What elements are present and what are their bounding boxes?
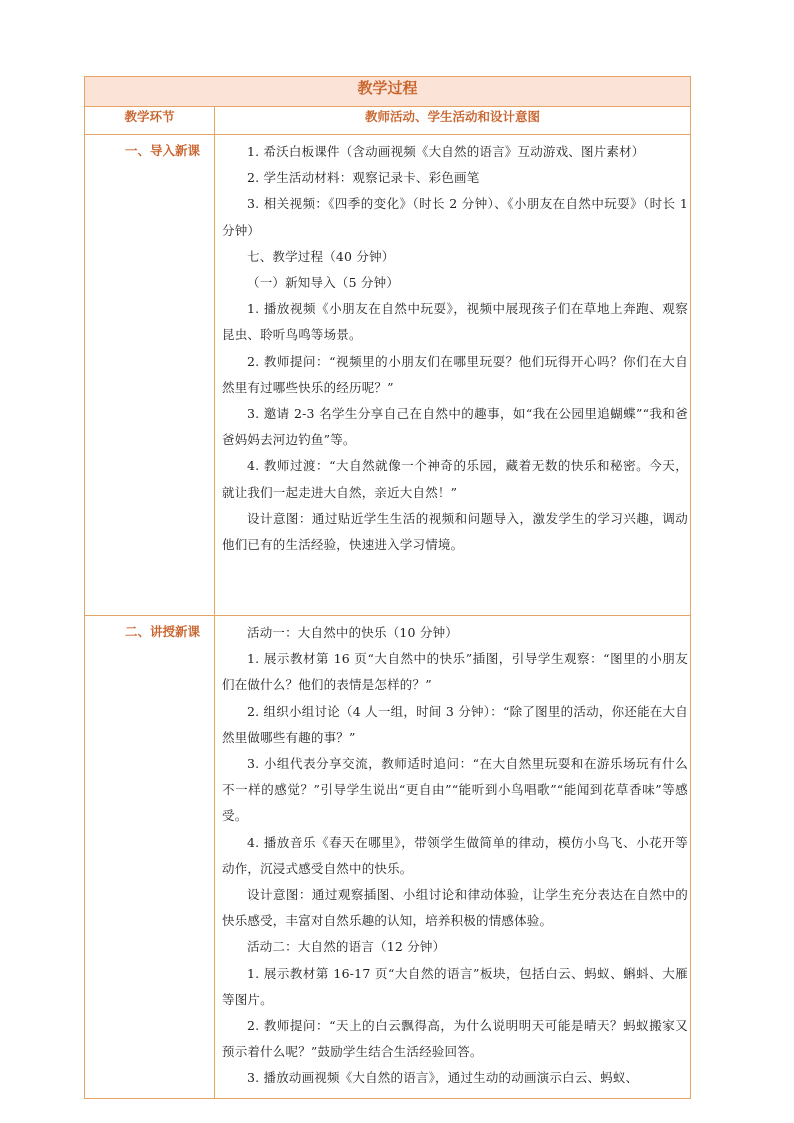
paragraph: 2. 组织小组讨论（4 人一组，时间 3 分钟）：“除了图里的活动，你还能在大自然里做哪些有趣的事？”: [222, 703, 689, 745]
column-header-activities: 教师活动、学生活动和设计意图: [215, 107, 691, 135]
table-title: 教学过程: [85, 77, 691, 107]
paragraph: 1. 播放视频《小朋友在自然中玩耍》，视频中展现孩子们在草地上奔跑、观察昆虫、聆听鸟鸣等场景。: [222, 301, 689, 343]
paragraph: 4. 教师过渡：“大自然就像一个神奇的乐园，藏着无数的快乐和秘密。今天，就让我们一起走进大自然，亲近大自然！”: [222, 458, 689, 500]
section-label-new-lesson: 二、讲授新课: [85, 616, 215, 1099]
paragraph: 3. 邀请 2-3 名学生分享自己在自然中的趣事，如“我在公园里追蝴蝶”“我和爸爸妈妈去河边钓鱼”等。: [222, 406, 689, 448]
paragraph: 3. 播放动画视频《大自然的语言》，通过生动的动画演示白云、蚂蚁、: [247, 1070, 639, 1086]
table-header-row: [85, 107, 691, 135]
paragraph: 活动一：大自然中的快乐（10 分钟）: [247, 625, 458, 640]
table-title-row: [85, 77, 691, 107]
paragraph: 1. 展示教材第 16 页“大自然中的快乐”插图，引导学生观察：“图里的小朋友们在做什么？他们的表情是怎样的？”: [222, 651, 689, 693]
paragraph: 设计意图：通过贴近学生生活的视频和问题导入，激发学生的学习兴趣，调动他们已有的生活经验，快速进入学习情境。: [222, 510, 689, 553]
paragraph: 3. 小组代表分享交流，教师适时追问：“在大自然里玩耍和在游乐场玩有什么不一样的感觉？”引导学生说出“更自由”“能听到小鸟唱歌”“能闻到花草香味”等感受。: [222, 756, 689, 824]
paragraph: 2. 教师提问：“天上的白云飘得高，为什么说明明天可能是晴天？蚂蚁搬家又预示着什么呢？”鼓励学生结合生活经验回答。: [222, 1018, 689, 1060]
table-row: [85, 616, 691, 1099]
section-content-new-lesson: [215, 616, 691, 1099]
section-content-intro: [215, 135, 691, 616]
table-row: [85, 135, 691, 616]
paragraph: （一）新知导入（5 分钟）: [247, 275, 400, 291]
paragraph: 3. 相关视频：《四季的变化》（时长 2 分钟）、《小朋友在自然中玩耍》（时长 1 分钟）: [222, 196, 689, 238]
paragraph: 2. 教师提问：“视频里的小朋友们在哪里玩耍？他们玩得开心吗？你们在大自然里有过哪些快乐的经历呢？”: [222, 353, 689, 395]
paragraph: 七、教学过程（40 分钟）: [247, 248, 395, 264]
section-label-intro: 一、导入新课: [85, 135, 215, 616]
paragraph: 1. 希沃白板课件（含动画视频《大自然的语言》互动游戏、图片素材）: [247, 144, 645, 159]
paragraph: 4. 播放音乐《春天在哪里》，带领学生做简单的律动，模仿小鸟飞、小花开等动作，沉浸式感受自然中的快乐。: [222, 834, 689, 876]
column-header-stage: 教学环节: [85, 107, 215, 135]
paragraph: 1. 展示教材第 16-17 页“大自然的语言”板块，包括白云、蚂蚁、蝌蚪、大雁等图片。: [222, 965, 689, 1007]
lesson-process-table: [84, 76, 691, 1099]
paragraph: 2. 学生活动材料：观察记录卡、彩色画笔: [247, 170, 480, 186]
paragraph: 活动二：大自然的语言（12 分钟）: [247, 939, 446, 955]
paragraph: 设计意图：通过观察插图、小组讨论和律动体验，让学生充分表达在自然中的快乐感受，丰富对自然乐趣的认知，培养积极的情感体验。: [222, 887, 689, 929]
